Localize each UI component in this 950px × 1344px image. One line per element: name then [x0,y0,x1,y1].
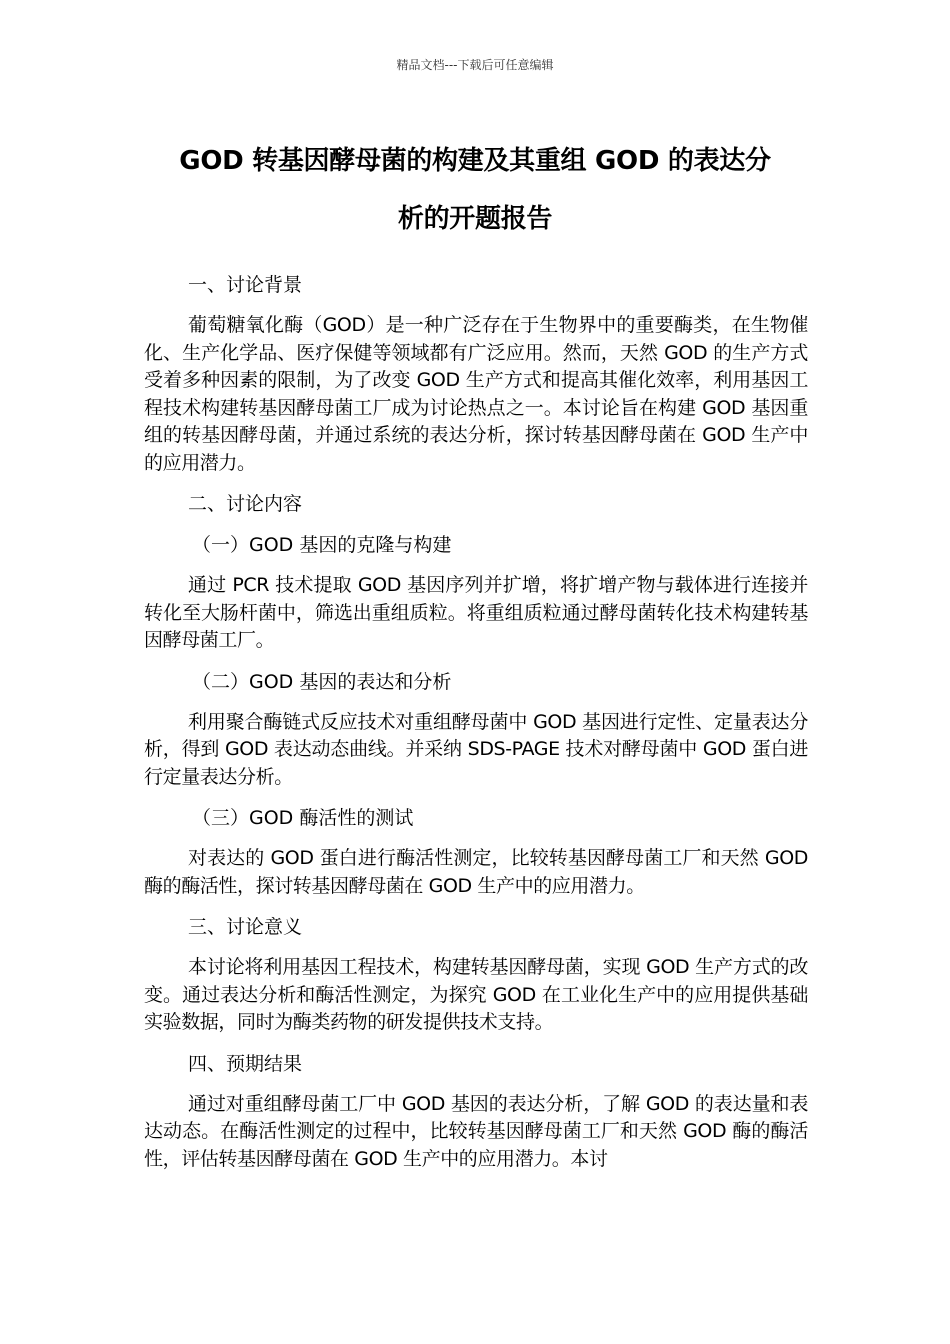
subheading-activity-test: （三）GOD 酶活性的测试 [192,807,414,829]
paragraph-background: 葡萄糖氧化酶（GOD）是一种广泛存在于生物界中的重要酶类，在生物催化、生产化学品、医疗保健等领域都有广泛应用。然而，天然 GOD 的生产方式受着多种因素的限制，为了改变 GOD 生产方式和提高其催化效率，利用基因工程技术构建转基因酵母菌工厂成为讨论热点之一。本讨论旨在构建 GOD 基因重组的转基因酵母菌，并通过系统的表达分析，探讨转基因酵母菌在 GOD 生产中的应用潜力。 [144,314,808,474]
section-heading-expected-results: 四、预期结果 [188,1052,303,1075]
section-heading-background: 一、讨论背景 [188,274,303,296]
title-line-1: GOD 转基因酵母菌的构建及其重组 GOD 的表达分 [179,146,771,176]
paragraph-expected-results: 通过对重组酵母菌工厂中 GOD 基因的表达分析，了解 GOD 的表达量和表达动态。在酶活性测定的过程中，比较转基因酵母菌工厂和天然 GOD 酶的酶活性，评估转基因酵母菌在 GOD 生产中的应用潜力。本讨 [144,1092,808,1170]
section-heading-content: 二、讨论内容 [188,493,303,515]
paragraph-significance: 本讨论将利用基因工程技术，构建转基因酵母菌，实现 GOD 生产方式的改变。通过表达分析和酶活性测定，为探究 GOD 在工业化生产中的应用提供基础实验数据，同时为酶类药物的研发提供技术支持。 [144,956,808,1033]
paragraph-expression: 利用聚合酶链式反应技术对重组酵母菌中 GOD 基因进行定性、定量表达分析，得到 GOD 表达动态曲线。并采纳 SDS-PAGE 技术对酵母菌中 GOD 蛋白进行定量表达分析。 [144,710,808,788]
paragraph-activity-test: 对表达的 GOD 蛋白进行酶活性测定，比较转基因酵母菌工厂和天然 GOD 酶的酶活性，探讨转基因酵母菌在 GOD 生产中的应用潜力。 [144,847,808,897]
document-body [144,271,808,1186]
title-line-2: 析的开题报告 [397,204,553,234]
subheading-expression: （二）GOD 基因的表达和分析 [192,670,452,693]
paragraph-cloning: 通过 PCR 技术提取 GOD 基因序列并扩增，将扩增产物与载体进行连接并转化至大肠杆菌中，筛选出重组质粒。将重组质粒通过酵母菌转化技术构建转基因酵母菌工厂。 [144,574,808,651]
document-title [145,132,805,248]
subheading-cloning: （一）GOD 基因的克隆与构建 [192,534,452,556]
header-note: 精品文档---下载后可任意编辑 [396,58,554,72]
section-heading-significance: 三、讨论意义 [188,916,303,938]
